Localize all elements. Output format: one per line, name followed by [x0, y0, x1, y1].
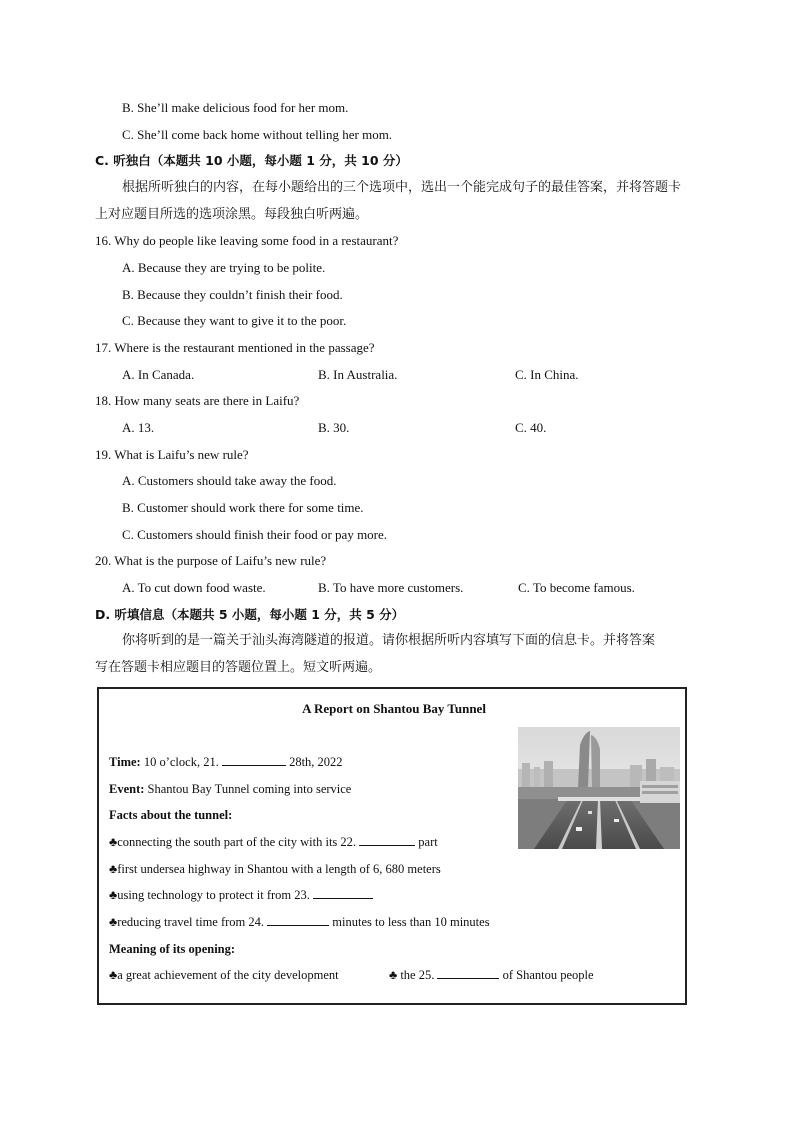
q20-option-b: B. To have more customers.: [318, 580, 464, 595]
q16-option-c: C. Because they want to give it to the poor.: [122, 313, 347, 328]
fact-1-suffix: part: [418, 835, 438, 849]
q17-option-b: B. In Australia.: [318, 367, 398, 382]
q15-option-c: C. She’ll come back home without telling her mom.: [122, 127, 393, 142]
section-c-heading: C. 听独白（本题共 10 小题，每小题 1 分，共 10 分）: [95, 153, 408, 168]
q19-option-a: A. Customers should take away the food.: [122, 473, 337, 488]
q15-option-b: B. She’ll make delicious food for her mom.: [122, 100, 349, 115]
q20-option-c: C. To become famous.: [518, 580, 635, 595]
club-bullet-icon: ♣: [109, 835, 118, 849]
club-bullet-icon: ♣: [109, 862, 118, 876]
question-18: 18. How many seats are there in Laifu?: [95, 393, 300, 408]
fact-3: [109, 886, 373, 904]
meaning-2: [389, 966, 594, 984]
section-c-instruction-2: 上对应题目所选的选项涂黑。每段独白听两遍。: [95, 207, 369, 222]
card-title: A Report on Shantou Bay Tunnel: [302, 701, 486, 716]
meaning-1: [109, 966, 339, 984]
q17-option-a: A. In Canada.: [122, 367, 195, 382]
club-bullet-icon: ♣: [109, 968, 118, 982]
q17-option-c: C. In China.: [515, 367, 579, 382]
q18-option-c: C. 40.: [515, 420, 547, 435]
card-time: [109, 753, 343, 771]
answer-blank-25[interactable]: [437, 966, 499, 979]
meaning-label: Meaning of its opening:: [109, 942, 236, 956]
fact-1: [109, 833, 438, 851]
q16-option-b: B. Because they couldn’t finish their food.: [122, 287, 343, 302]
q18-option-b: B. 30.: [318, 420, 350, 435]
answer-blank-24[interactable]: [267, 913, 329, 926]
event-label: Event:: [109, 782, 145, 796]
fact-4-prefix: reducing travel time from 24.: [117, 915, 265, 929]
club-bullet-icon: ♣: [389, 968, 398, 982]
facts-label: Facts about the tunnel:: [109, 808, 233, 822]
tunnel-photo-illustration: [518, 727, 680, 849]
answer-blank-22[interactable]: [359, 833, 415, 846]
question-17: 17. Where is the restaurant mentioned in the passage?: [95, 340, 375, 355]
fact-3-prefix: using technology to protect it from 23.: [117, 888, 310, 902]
fact-4-suffix: minutes to less than 10 minutes: [332, 915, 490, 929]
tunnel-photo: [518, 727, 680, 849]
time-suffix: 28th, 2022: [289, 755, 343, 769]
answer-blank-21[interactable]: [222, 753, 286, 766]
time-label: Time:: [109, 755, 141, 769]
meaning-2-suffix: of Shantou people: [502, 968, 594, 982]
q18-option-a: A. 13.: [122, 420, 155, 435]
card-event: [109, 780, 351, 798]
q20-option-a: A. To cut down food waste.: [122, 580, 266, 595]
club-bullet-icon: ♣: [109, 888, 118, 902]
fact-2-text: first undersea highway in Shantou with a length of 6, 680 meters: [117, 862, 441, 876]
question-16: 16. Why do people like leaving some food in a restaurant?: [95, 233, 399, 248]
section-d-heading: D. 听填信息（本题共 5 小题，每小题 1 分，共 5 分）: [95, 607, 405, 622]
meaning-1-text: a great achievement of the city development: [117, 968, 339, 982]
fact-4: [109, 913, 490, 931]
section-c-instruction-1: 根据所听独白的内容，在每小题给出的三个选项中，选出一个能完成句子的最佳答案，并将答题卡: [122, 180, 682, 195]
fact-1-prefix: connecting the south part of the city with its 22.: [117, 835, 357, 849]
question-20: 20. What is the purpose of Laifu’s new rule?: [95, 553, 327, 568]
section-d-instruction-2: 写在答题卡相应题目的答题位置上。短文听两遍。: [95, 660, 382, 675]
answer-blank-23[interactable]: [313, 886, 373, 899]
event-text: Shantou Bay Tunnel coming into service: [147, 782, 352, 796]
fact-2: [109, 860, 441, 878]
question-19: 19. What is Laifu’s new rule?: [95, 447, 249, 462]
section-d-instruction-1: 你将听到的是一篇关于汕头海湾隧道的报道。请你根据所听内容填写下面的信息卡。并将答案: [122, 633, 656, 648]
q19-option-c: C. Customers should finish their food or pay more.: [122, 527, 388, 542]
club-bullet-icon: ♣: [109, 915, 118, 929]
time-prefix: 10 o’clock, 21.: [143, 755, 219, 769]
q19-option-b: B. Customer should work there for some time.: [122, 500, 364, 515]
q16-option-a: A. Because they are trying to be polite.: [122, 260, 326, 275]
meaning-2-prefix: the 25.: [400, 968, 435, 982]
